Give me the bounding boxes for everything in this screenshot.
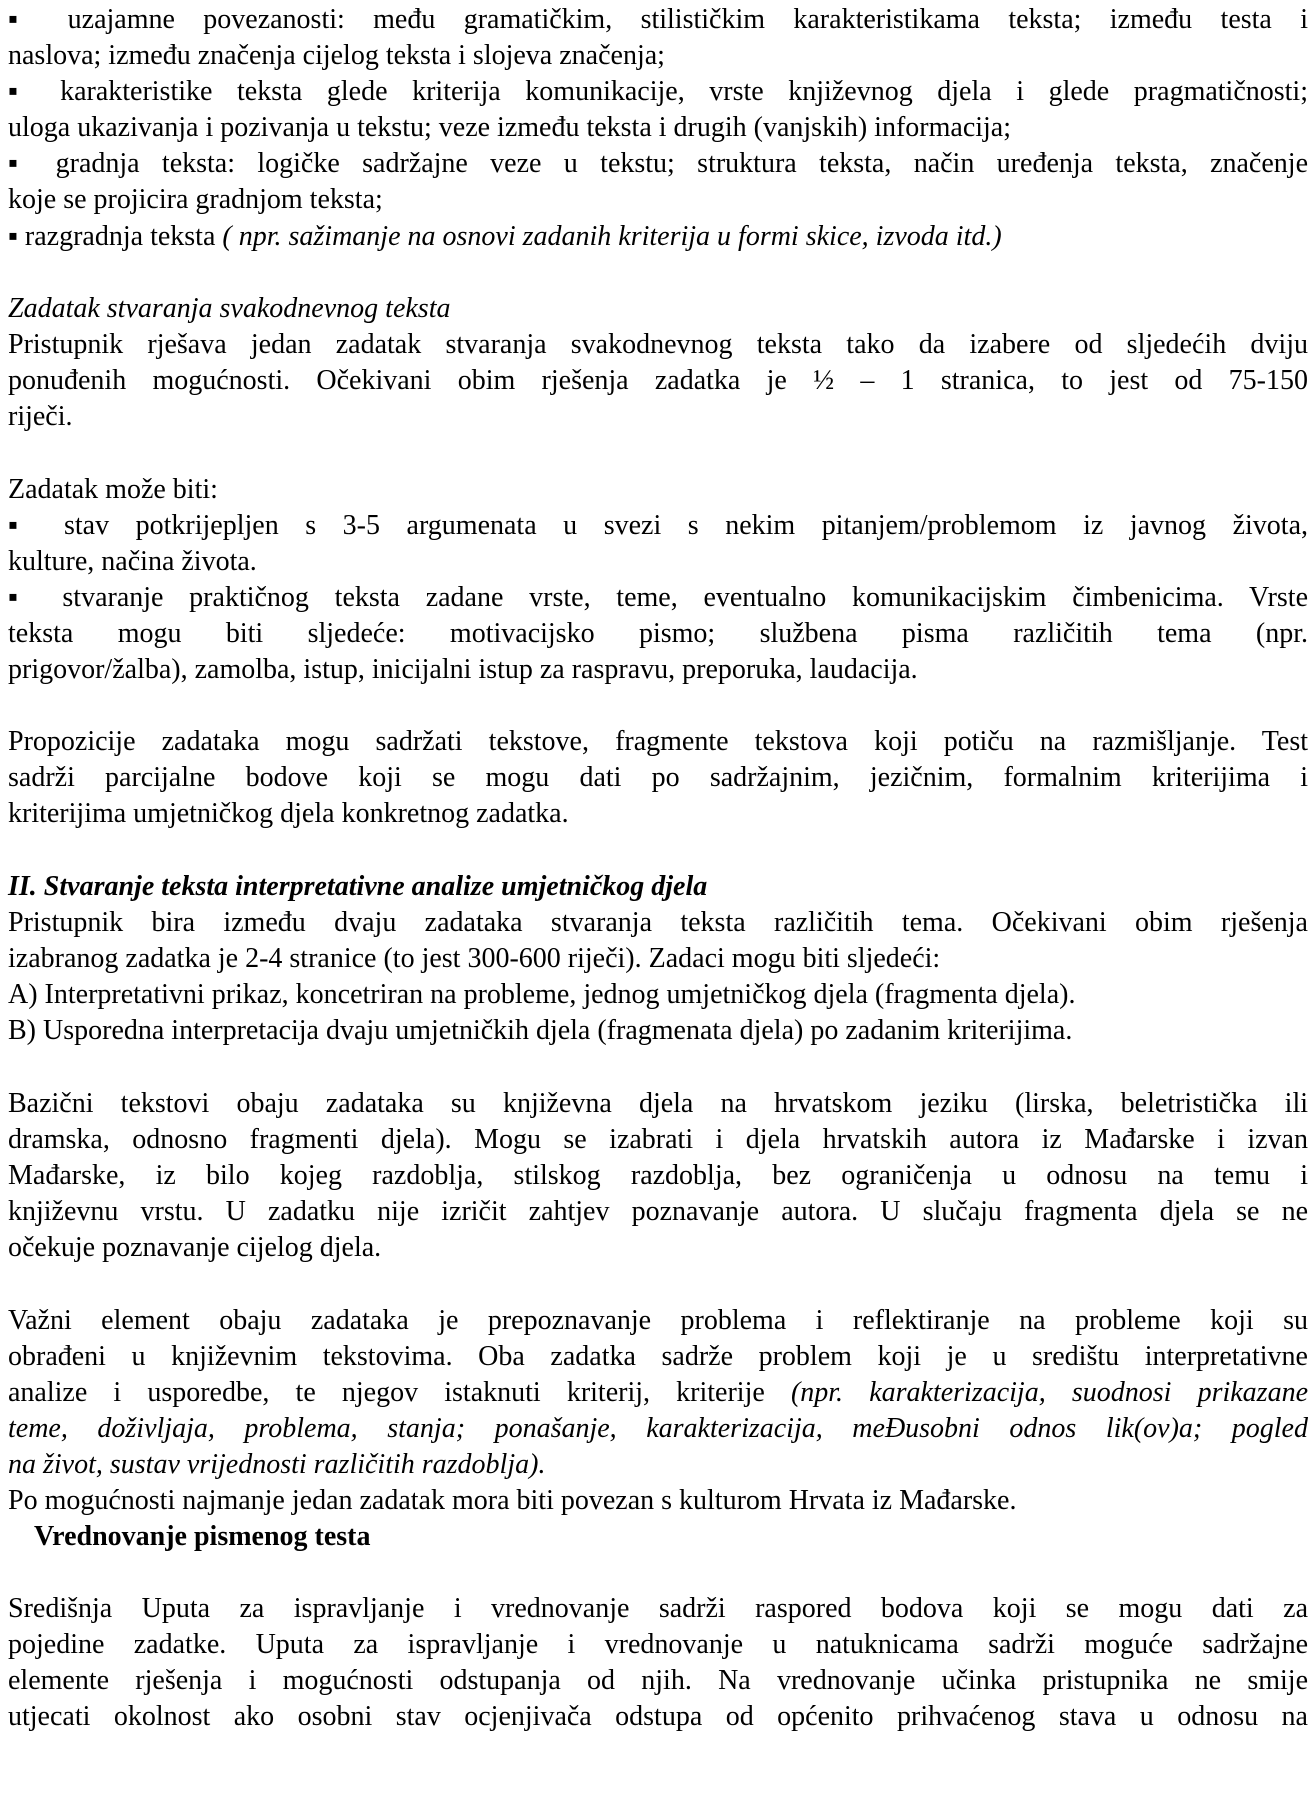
text-line: ponuđenih mogućnosti. Očekivani obim rješenja zadatka je ½ – 1 stranica, to jest od 75-150 [8,365,1308,396]
text-line: ▪ stav potkrijepljen s 3-5 argumenata u svezi s nekim pitanjem/problemom iz javnog života, [8,510,1308,541]
text-line: književnu vrstu. U zadatku nije izričit zahtjev poznavanje autora. U slučaju fragmenta djela se ne [8,1196,1308,1227]
text-line: B) Usporedna interpretacija dvaju umjetničkih djela (fragmenata djela) po zadanim kriterijima. [8,1015,1073,1046]
text-line: na život, sustav vrijednosti različitih razdoblja). [8,1449,546,1480]
text-line: elemente rješenja i mogućnosti odstupanja od njih. Na vrednovanje učinka pristupnika ne smije [8,1665,1308,1696]
section-heading: Vrednovanje pismenog testa [34,1521,371,1552]
text-line: naslova; između značenja cijelog teksta i slojeva značenja; [8,40,665,71]
text-line: Središnja Uputa za ispravljanje i vrednovanje sadrži raspored bodova koji se mogu dati za [8,1593,1308,1624]
text-line: Po mogućnosti najmanje jedan zadatak mora biti povezan s kulturom Hrvata iz Mađarske. [8,1485,1017,1516]
text-line: ▪ uzajamne povezanosti: među gramatičkim, stilističkim karakteristikama teksta; između testa i [8,4,1308,35]
text-run: analize i usporedbe, te njegov istaknuti kriterij, kriterije [8,1377,791,1408]
text-line: pojedine zadatke. Uputa za ispravljanje i vrednovanje u natuknicama sadrži moguće sadržajne [8,1629,1308,1660]
text-line: Važni element obaju zadataka je prepoznavanje problema i reflektiranje na probleme koji su [8,1305,1308,1336]
text-line: utjecati okolnost ako osobni stav ocjenjivača odstupa od općenito prihvaćenog stava u odnosu na [8,1701,1308,1732]
text-line: koje se projicira gradnjom teksta; [8,184,383,215]
text-line: obrađeni u književnim tekstovima. Oba zadatka sadrže problem koji je u središtu interpretativne [8,1341,1308,1372]
text-line: Mađarske, iz bilo kojeg razdoblja, stilskog razdoblja, bez ograničenja u odnosu na temu i [8,1160,1308,1191]
text-line: ▪ stvaranje praktičnog teksta zadane vrste, teme, eventualno komunikacijskim čimbenicima. Vrste [8,582,1308,613]
text-line: uloga ukazivanja i pozivanja u tekstu; veze između teksta i drugih (vanjskih) informacija; [8,112,1012,143]
text-run: ▪ razgradnja teksta [8,221,223,252]
text-line: Pristupnik rješava jedan zadatak stvaranja svakodnevnog teksta tako da izabere od sljedećih dviju [8,329,1308,360]
subheading: Zadatak stvaranja svakodnevnog teksta [8,293,451,324]
text-line: kriterijima umjetničkog djela konkretnog zadatka. [8,798,569,829]
text-line: izabranog zadatka je 2-4 stranice (to jest 300-600 riječi). Zadaci mogu biti sljedeći: [8,943,941,974]
text-line: ▪ gradnja teksta: logičke sadržajne veze u tekstu; struktura teksta, način uređenja teksta, značenje [8,148,1308,179]
text-line: sadrži parcijalne bodove koji se mogu dati po sadržajnim, jezičnim, formalnim kriterijima i [8,762,1308,793]
text-line [8,1375,1308,1411]
text-line [8,219,1308,255]
text-line: dramska, odnosno fragmenti djela). Mogu se izabrati i djela hrvatskih autora iz Mađarske i izvan [8,1124,1308,1155]
section-heading: II. Stvaranje teksta interpretativne analize umjetničkog djela [8,871,708,902]
text-line: teme, doživljaja, problema, stanja; ponašanje, karakterizacija, meĐusobni odnos lik(ov)a; pogled [8,1413,1308,1444]
text-line: očekuje poznavanje cijelog djela. [8,1232,382,1263]
text-line: Zadatak može biti: [8,474,218,505]
text-line: Pristupnik bira između dvaju zadataka stvaranja teksta različitih tema. Očekivani obim rješenja [8,907,1308,938]
text-line: Propozicije zadataka mogu sadržati tekstove, fragmente tekstova koji potiču na razmišljanje. Test [8,726,1308,757]
text-line: ▪ karakteristike teksta glede kriterija komunikacije, vrste književnog djela i glede pragmatičnosti; [8,76,1308,107]
text-line: riječi. [8,401,73,432]
example-note: (npr. karakterizacija, suodnosi prikazane [790,1377,1308,1408]
example-note: ( npr. sažimanje na osnovi zadanih kriterija u formi skice, izvoda itd.) [222,221,1002,252]
text-line: prigovor/žalba), zamolba, istup, inicijalni istup za raspravu, preporuka, laudacija. [8,654,918,685]
text-line: teksta mogu biti sljedeće: motivacijsko pismo; službena pisma različitih tema (npr. [8,618,1308,649]
text-line: kulture, načina života. [8,546,257,577]
text-line: Bazični tekstovi obaju zadataka su književna djela na hrvatskom jeziku (lirska, beletristička ili [8,1088,1308,1119]
text-line: A) Interpretativni prikaz, koncetriran na probleme, jednog umjetničkog djela (fragmenta djela). [8,979,1076,1010]
